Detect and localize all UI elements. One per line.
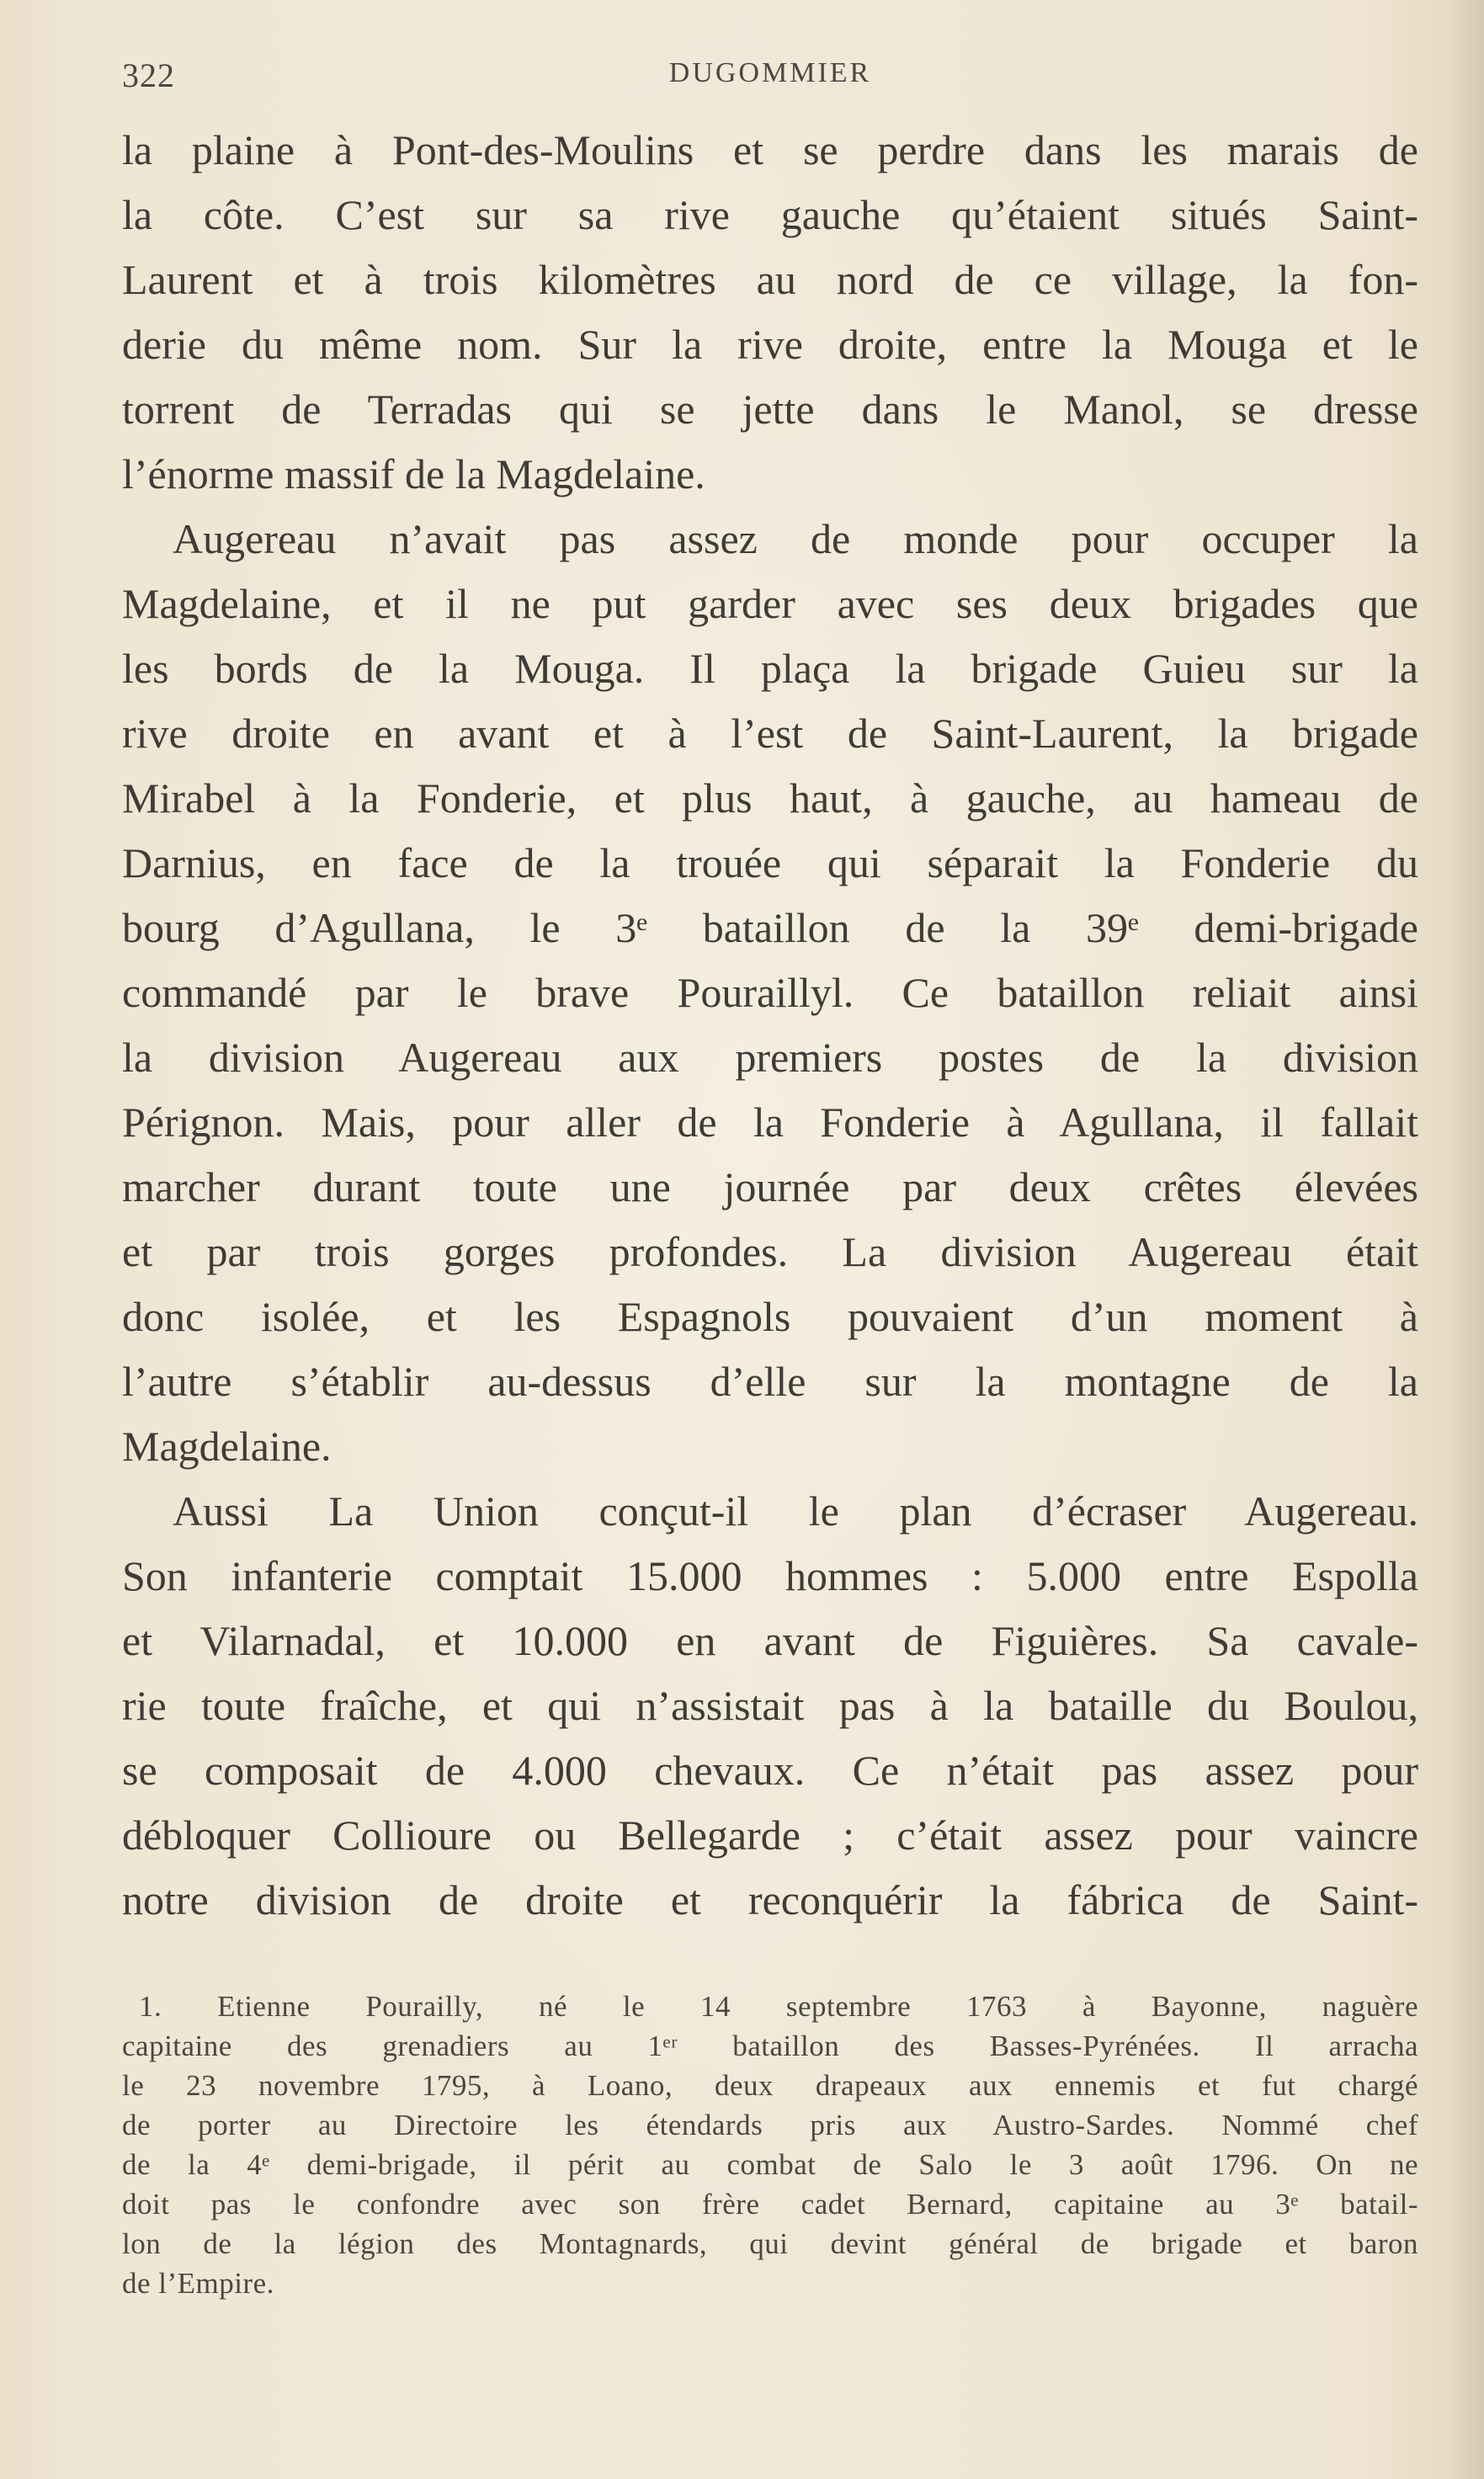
body-line: marcher durant toute une journée par deux crêtes élevées: [122, 1163, 1418, 1210]
body-line: Magdelaine.: [122, 1423, 332, 1470]
body-line: derie du même nom. Sur la rive droite, entre la Mouga et le: [122, 321, 1418, 368]
body-text: [122, 118, 1418, 1933]
body-line: et par trois gorges profondes. La division Augereau était: [122, 1228, 1418, 1275]
footnote-line: doit pas le confondre avec son frère cadet Bernard, capitaine au 3ᵉ batail-: [122, 2188, 1418, 2221]
footnote-line: le 23 novembre 1795, à Loano, deux drapeaux aux ennemis et fut chargé: [122, 2069, 1418, 2102]
body-line: Augereau n’avait pas assez de monde pour occuper la: [173, 515, 1418, 562]
body-line: donc isolée, et les Espagnols pouvaient d’un moment à: [122, 1293, 1418, 1340]
body-line: Pérignon. Mais, pour aller de la Fonderie à Agullana, il fallait: [122, 1099, 1418, 1146]
page-number: 322: [122, 56, 175, 94]
body-line: la côte. C’est sur sa rive gauche qu’étaient situés Saint-: [122, 191, 1418, 238]
body-line: la plaine à Pont-des-Moulins et se perdre dans les marais de: [122, 126, 1418, 173]
body-line: la division Augereau aux premiers postes de la division: [122, 1034, 1418, 1081]
footnote-line: de la 4ᵉ demi-brigade, il périt au combat de Salo le 3 août 1796. On ne: [122, 2148, 1418, 2181]
footnote-line: capitaine des grenadiers au 1ᵉʳ bataillon des Basses-Pyrénées. Il arracha: [122, 2029, 1418, 2062]
body-line: l’énorme massif de la Magdelaine.: [122, 450, 705, 497]
body-line: bourg d’Agullana, le 3ᵉ bataillon de la 39ᵉ demi-brigade: [122, 904, 1418, 951]
page-header: [122, 56, 1418, 106]
body-line: notre division de droite et reconquérir la fábrica de Saint-: [122, 1876, 1418, 1923]
body-line: se composait de 4.000 chevaux. Ce n’était pas assez pour: [122, 1747, 1418, 1794]
body-line: commandé par le brave Pouraillyl. Ce bataillon reliait ainsi: [122, 969, 1418, 1016]
page-edge-shadow: [1450, 0, 1484, 2479]
body-line: torrent de Terradas qui se jette dans le Manol, se dresse: [122, 386, 1418, 433]
body-line: Aussi La Union conçut-il le plan d’écraser Augereau.: [173, 1487, 1418, 1535]
footnote-line: 1. Etienne Pourailly, né le 14 septembre 1763 à Bayonne, naguère: [139, 1990, 1418, 2023]
body-line: Son infanterie comptait 15.000 hommes : 5.000 entre Espolla: [122, 1552, 1418, 1599]
footnote-line: de l’Empire.: [122, 2267, 274, 2300]
body-line: Mirabel à la Fonderie, et plus haut, à gauche, au hameau de: [122, 774, 1418, 822]
body-line: rie toute fraîche, et qui n’assistait pas à la bataille du Boulou,: [122, 1682, 1418, 1729]
body-line: les bords de la Mouga. Il plaça la brigade Guieu sur la: [122, 645, 1418, 692]
body-line: Magdelaine, et il ne put garder avec ses deux brigades que: [122, 580, 1418, 627]
body-line: Laurent et à trois kilomètres au nord de ce village, la fon-: [122, 256, 1418, 303]
body-line: rive droite en avant et à l’est de Saint-Laurent, la brigade: [122, 710, 1418, 757]
footnote-line: lon de la légion des Montagnards, qui devint général de brigade et baron: [122, 2227, 1418, 2260]
running-title: DUGOMMIER: [668, 57, 872, 88]
footnote-line: de porter au Directoire les étendards pris aux Austro-Sardes. Nommé chef: [122, 2109, 1418, 2141]
body-line: Darnius, en face de la trouée qui séparait la Fonderie du: [122, 839, 1418, 886]
body-line: débloquer Collioure ou Bellegarde ; c’était assez pour vaincre: [122, 1811, 1418, 1859]
footnote: [122, 1987, 1418, 2303]
body-line: l’autre s’établir au-dessus d’elle sur la montagne de la: [122, 1358, 1418, 1405]
body-line: et Vilarnadal, et 10.000 en avant de Figuières. Sa cavale-: [122, 1617, 1418, 1664]
